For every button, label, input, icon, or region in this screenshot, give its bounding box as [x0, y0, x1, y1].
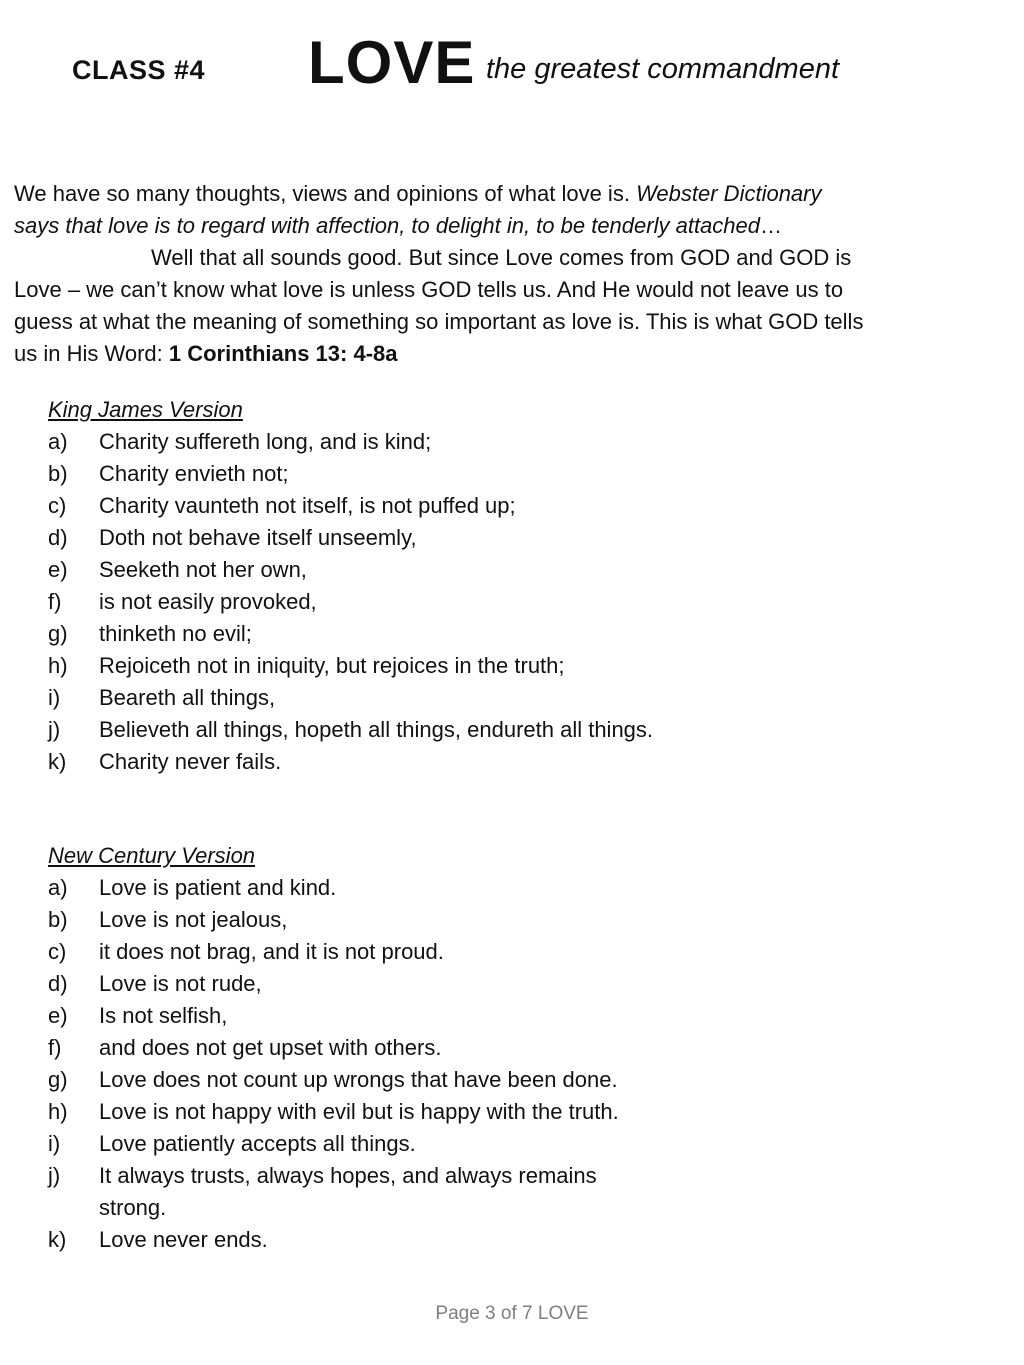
- kjv-list: [48, 426, 748, 778]
- list-item: f) and does not get upset with others.: [48, 1035, 442, 1060]
- list-item: i) Love patiently accepts all things.: [48, 1131, 416, 1156]
- list-item: d) Love is not rude,: [48, 971, 262, 996]
- page-footer: Page 3 of 7 LOVE: [435, 1303, 589, 1324]
- list-item: j) Believeth all things, hopeth all things, endureth all things.: [48, 717, 654, 742]
- intro-paragraph: [14, 178, 974, 370]
- list-item: a) Charity suffereth long, and is kind;: [48, 429, 432, 454]
- page-header: [0, 0, 1024, 110]
- list-item: g) thinketh no evil;: [48, 621, 252, 646]
- ncv-section: [48, 840, 748, 1256]
- intro-line-3: Well that all sounds good. But since Love comes from GOD and GOD is: [151, 245, 852, 270]
- ncv-heading: New Century Version: [48, 843, 256, 868]
- intro-line-5: guess at what the meaning of something so important as love is. This is what GOD tells: [14, 309, 864, 334]
- intro-line-2: says that love is to regard with affection, to delight in, to be tenderly attached…: [14, 213, 782, 238]
- webster-reference: Webster Dictionary: [636, 181, 822, 206]
- intro-line-1: We have so many thoughts, views and opinions of what love is. Webster Dictionary: [14, 181, 822, 206]
- webster-definition: says that love is to regard with affection, to delight in, to be tenderly attached: [14, 213, 760, 238]
- list-item: b) Charity envieth not;: [48, 461, 289, 486]
- list-item: i) Beareth all things,: [48, 685, 276, 710]
- list-item: g) Love does not count up wrongs that have been done.: [48, 1067, 618, 1092]
- list-item: h) Love is not happy with evil but is happy with the truth.: [48, 1099, 619, 1124]
- list-item: k) Love never ends.: [48, 1227, 268, 1252]
- list-item: e) Seeketh not her own,: [48, 557, 307, 582]
- kjv-heading: King James Version: [48, 397, 243, 422]
- list-item: j) It always trusts, always hopes, and always remains strong.: [48, 1163, 597, 1220]
- list-item: c) it does not brag, and it is not proud.: [48, 939, 444, 964]
- intro-line-6: us in His Word: 1 Corinthians 13: 4-8a: [14, 341, 398, 366]
- scripture-reference: 1 Corinthians 13: 4-8a: [168, 341, 398, 366]
- class-number: CLASS #4: [72, 55, 206, 85]
- list-item: e) Is not selfish,: [48, 1003, 228, 1028]
- list-item: h) Rejoiceth not in iniquity, but rejoices in the truth;: [48, 653, 565, 678]
- kjv-section: [48, 394, 748, 778]
- list-item: f) is not easily provoked,: [48, 589, 317, 614]
- page-subtitle: the greatest commandment: [486, 53, 840, 85]
- intro-line-4: Love – we can’t know what love is unless GOD tells us. And He would not leave us to: [14, 277, 844, 302]
- list-item: d) Doth not behave itself unseemly,: [48, 525, 417, 550]
- list-item: c) Charity vaunteth not itself, is not puffed up;: [48, 493, 516, 518]
- list-item: b) Love is not jealous,: [48, 907, 288, 932]
- list-item: a) Love is patient and kind.: [48, 875, 337, 900]
- list-item: k) Charity never fails.: [48, 749, 282, 774]
- ncv-list: [48, 872, 748, 1256]
- page-title: LOVE: [308, 29, 476, 96]
